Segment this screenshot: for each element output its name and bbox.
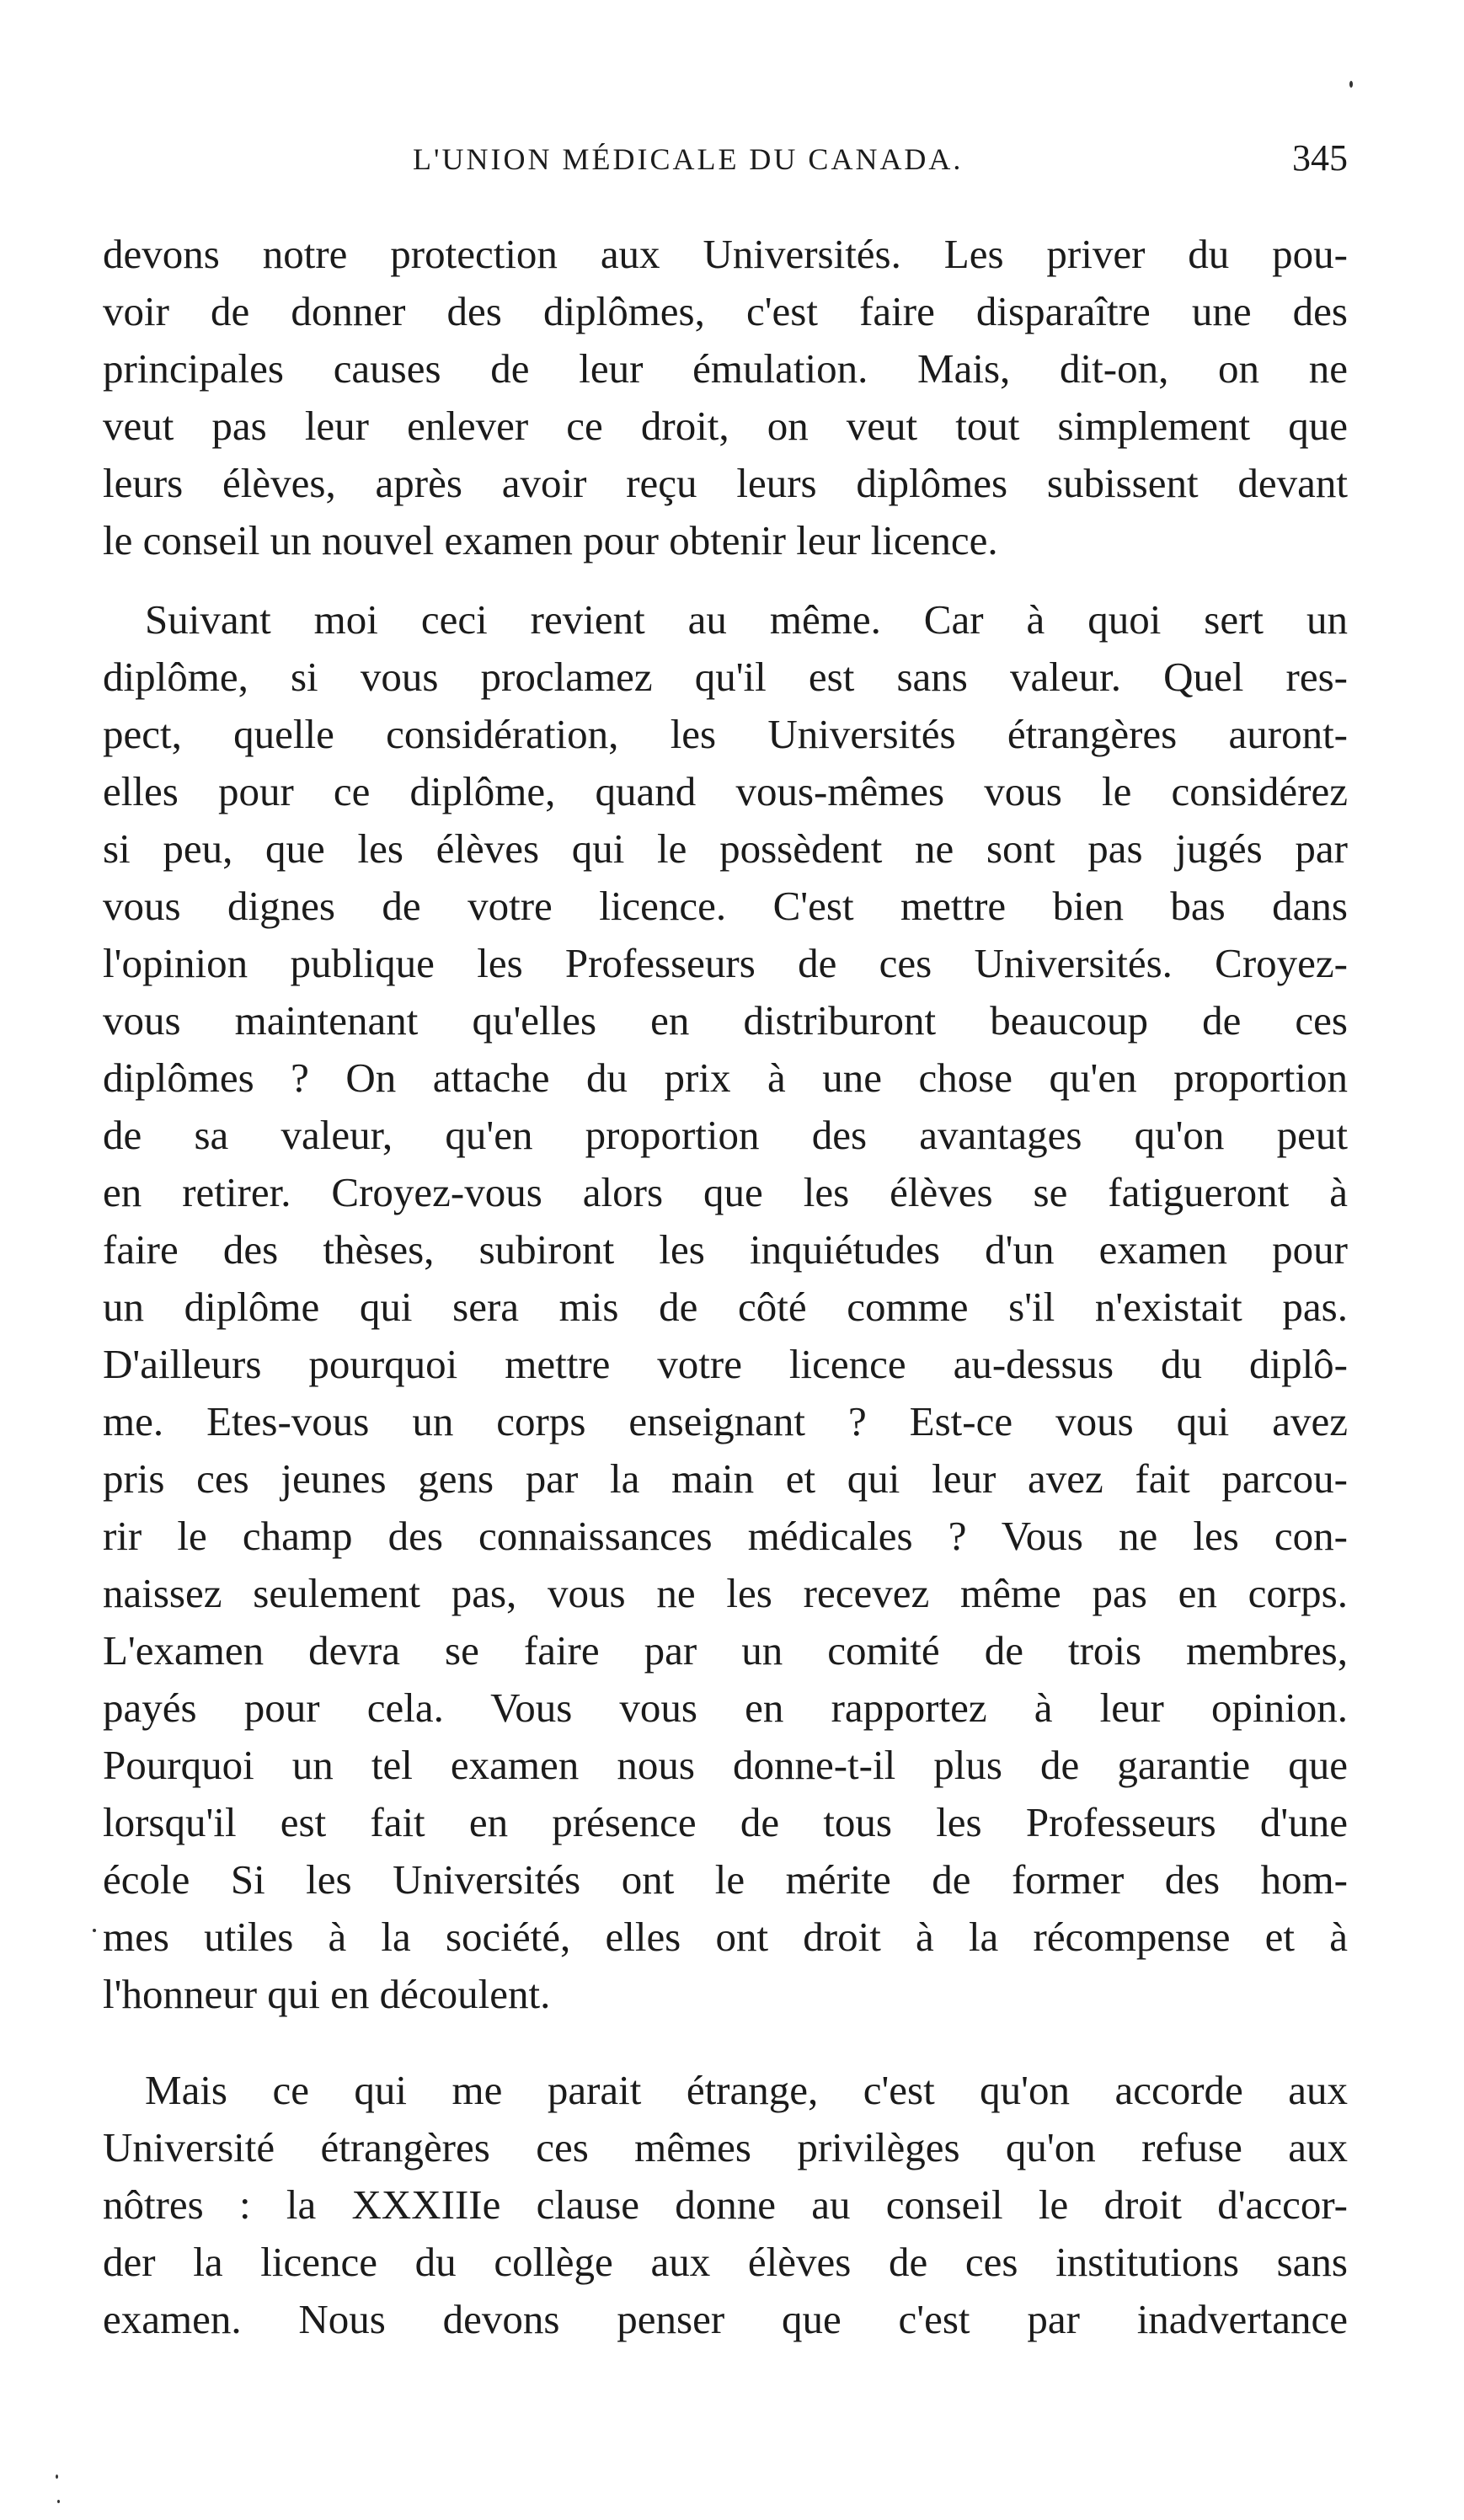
text-line: le conseil un nouvel examen pour obtenir leur licence. bbox=[103, 517, 998, 563]
text-line: pris ces jeunes gens par la main et qui leur avez fait parcou- bbox=[103, 1455, 1348, 1502]
paragraph bbox=[103, 226, 1348, 569]
text-line: leurs élèves, après avoir reçu leurs diplômes subissent devant bbox=[103, 460, 1348, 506]
body-text bbox=[103, 226, 1348, 2348]
text-line: Mais ce qui me parait étrange, c'est qu'on accorde aux bbox=[145, 2067, 1348, 2113]
text-line: vous maintenant qu'elles en distriburont beaucoup de ces bbox=[103, 997, 1348, 1044]
text-line: rir le champ des connaissances médicales ? Vous ne les con- bbox=[103, 1513, 1348, 1559]
text-line: naissez seulement pas, vous ne les recevez même pas en corps. bbox=[103, 1570, 1348, 1616]
text-line: l'opinion publique les Professeurs de ces Universités. Croyez- bbox=[103, 940, 1348, 986]
text-line: Pourquoi un tel examen nous donne-t-il plus de garantie que bbox=[103, 1742, 1348, 1788]
text-line: l'honneur qui en découlent. bbox=[103, 1971, 551, 2017]
text-line: diplômes ? On attache du prix à une chose qu'en proportion bbox=[103, 1054, 1348, 1101]
text-line: faire des thèses, subiront les inquiétudes d'un examen pour bbox=[103, 1226, 1348, 1273]
ink-speck bbox=[57, 2500, 60, 2503]
text-line: en retirer. Croyez-vous alors que les élèves se fatigueront à bbox=[103, 1169, 1348, 1215]
text-line: un diplôme qui sera mis de côté comme s'il n'existait pas. bbox=[103, 1284, 1348, 1330]
text-line: nôtres : la XXXIIIe clause donne au conseil le droit d'accor- bbox=[103, 2181, 1348, 2228]
text-line: Université étrangères ces mêmes privilèges qu'on refuse aux bbox=[103, 2124, 1348, 2170]
text-line: si peu, que les élèves qui le possèdent ne sont pas jugés par bbox=[103, 825, 1348, 872]
text-line: devons notre protection aux Universités. Les priver du pou- bbox=[103, 231, 1348, 277]
text-line: elles pour ce diplôme, quand vous-mêmes vous le considérez bbox=[103, 768, 1348, 814]
text-line: vous dignes de votre licence. C'est mettre bien bas dans bbox=[103, 883, 1348, 929]
page-number: 345 bbox=[1292, 137, 1348, 179]
ink-speck bbox=[1349, 81, 1353, 88]
text-line: payés pour cela. Vous vous en rapportez à leur opinion. bbox=[103, 1684, 1348, 1731]
text-line: lorsqu'il est fait en présence de tous les Professeurs d'une bbox=[103, 1799, 1348, 1845]
text-line: de sa valeur, qu'en proportion des avantages qu'on peut bbox=[103, 1112, 1348, 1158]
text-line: veut pas leur enlever ce droit, on veut tout simplement que bbox=[103, 403, 1348, 449]
journal-title: L'UNION MÉDICALE DU CANADA. bbox=[413, 142, 964, 176]
text-line: examen. Nous devons penser que c'est par inadvertance bbox=[103, 2296, 1348, 2342]
text-line: me. Etes-vous un corps enseignant ? Est-ce vous qui avez bbox=[103, 1398, 1348, 1444]
text-line: école Si les Universités ont le mérite de former des hom- bbox=[103, 1856, 1348, 1903]
text-line: diplôme, si vous proclamez qu'il est sans valeur. Quel res- bbox=[103, 654, 1348, 700]
text-line: L'examen devra se faire par un comité de trois membres, bbox=[103, 1627, 1348, 1674]
paragraph bbox=[103, 591, 1348, 2023]
text-line: D'ailleurs pourquoi mettre votre licence au-dessus du diplô- bbox=[103, 1341, 1348, 1387]
text-line: pect, quelle considération, les Universités étrangères auront- bbox=[103, 711, 1348, 757]
text-line: mes utiles à la société, elles ont droit à la récompense et à bbox=[103, 1914, 1348, 1960]
text-line: principales causes de leur émulation. Mais, dit-on, on ne bbox=[103, 345, 1348, 392]
ink-speck bbox=[56, 2475, 58, 2479]
running-header bbox=[101, 137, 1348, 192]
text-line: voir de donner des diplômes, c'est faire disparaître une des bbox=[103, 288, 1348, 334]
ink-speck bbox=[93, 1929, 96, 1932]
paragraph bbox=[103, 2062, 1348, 2348]
text-line: der la licence du collège aux élèves de ces institutions sans bbox=[103, 2239, 1348, 2285]
text-line: Suivant moi ceci revient au même. Car à quoi sert un bbox=[145, 596, 1348, 643]
